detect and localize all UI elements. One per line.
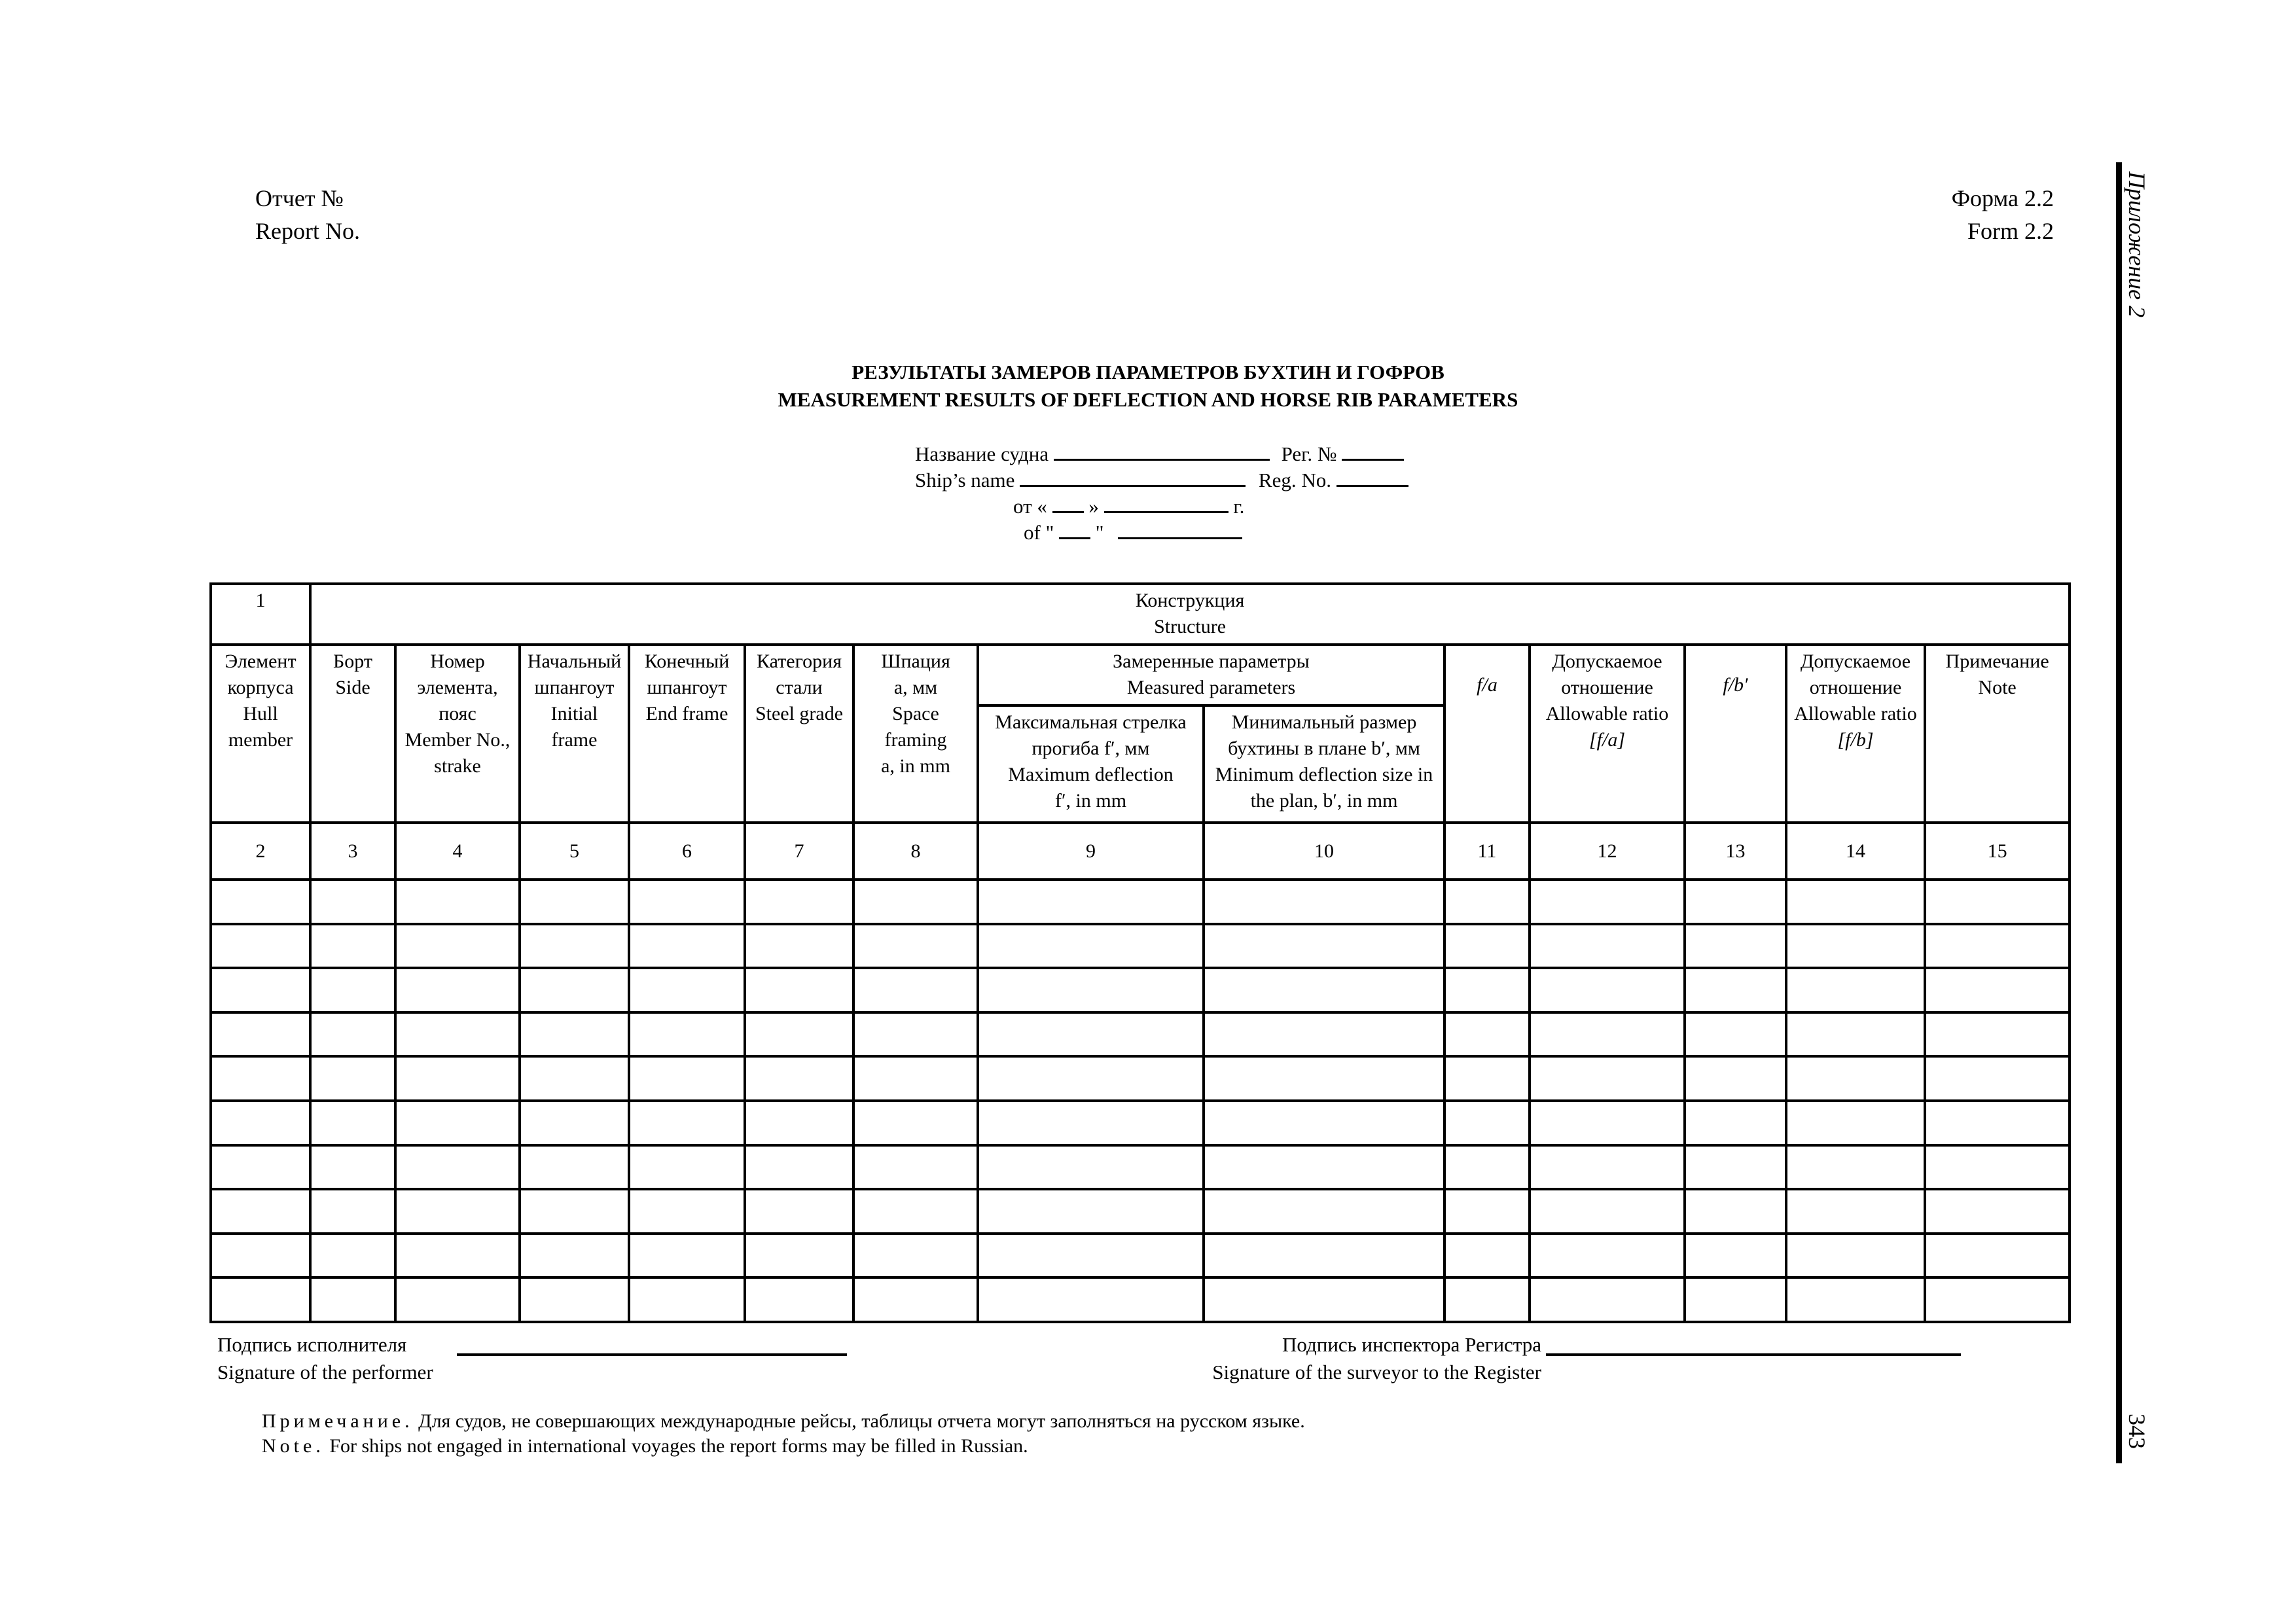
table-cell[interactable] [1204,1277,1444,1322]
column-number: 15 [1925,823,2070,880]
table-cell[interactable] [395,968,520,1012]
table-cell[interactable] [520,924,629,969]
table-cell[interactable] [211,1277,310,1322]
table-cell[interactable] [1925,1012,2070,1057]
form-number-en: Form 2.2 [1967,218,2054,244]
table-cell[interactable] [853,1056,978,1101]
measured-params-en: Measured parameters [1126,676,1296,698]
table-cell[interactable] [520,880,629,924]
table-cell[interactable] [395,1056,520,1101]
table-cell[interactable] [310,1189,395,1234]
table-cell[interactable] [629,1012,745,1057]
structure-row [211,584,2070,645]
appendix-side-bar [2116,162,2122,1463]
table-cell[interactable] [1685,1056,1786,1101]
structure-number: 1 [255,590,266,611]
date-row-en [1024,520,1242,546]
table-cell[interactable] [211,924,310,969]
col-allowable-fb-line: [f/b] [1837,728,1874,751]
table-cell[interactable] [1204,1145,1444,1190]
reg-number-field[interactable] [1342,442,1404,461]
table-cell[interactable] [1685,880,1786,924]
table-cell[interactable] [520,1145,629,1190]
col-side-line: Борт [333,650,372,672]
table-cell[interactable] [1204,1234,1444,1278]
date-row-ru [1013,493,1244,520]
table-row [211,1101,2070,1145]
table-cell[interactable] [520,1056,629,1101]
table-cell[interactable] [520,1189,629,1234]
date-mid-en: " [1095,521,1104,544]
col-allowable-fb-line: отношение [1809,676,1902,698]
column-number: 3 [310,823,395,880]
report-number-en: Report No. [255,218,360,244]
surveyor-signature-label-en: Signature of the surveyor to the Register [1212,1361,1541,1383]
col-hull-member-line: member [228,728,293,751]
ship-name-row-en [915,467,1408,493]
table-cell[interactable] [1530,1277,1685,1322]
table-cell[interactable] [745,1189,853,1234]
table-cell[interactable] [310,1012,395,1057]
table-cell[interactable] [520,968,629,1012]
table-cell[interactable] [395,924,520,969]
table-cell[interactable] [1204,968,1444,1012]
column-number: 9 [978,823,1204,880]
table-cell[interactable] [978,1012,1204,1057]
performer-signature-line[interactable] [457,1353,847,1356]
table-cell[interactable] [211,968,310,1012]
table-cell[interactable] [1786,1145,1925,1190]
table-cell[interactable] [629,880,745,924]
table-row [211,1277,2070,1322]
col-spacing-header [853,645,978,823]
col-steel-grade-header [745,645,853,823]
col-f-a-line: f/a [1477,673,1498,696]
report-number-label [255,182,360,247]
col-spacing-line: framing [884,728,947,751]
column-number: 5 [520,823,629,880]
table-cell[interactable] [310,924,395,969]
col-spacing-line: a, мм [893,676,938,698]
table-cell[interactable] [211,1189,310,1234]
table-cell[interactable] [1925,1145,2070,1190]
table-row [211,1145,2070,1190]
date-month-field-en[interactable] [1118,520,1242,539]
table-cell[interactable] [1925,968,2070,1012]
table-cell[interactable] [978,968,1204,1012]
col-initial-frame-header [520,645,629,823]
col-initial-frame-line: Начальный [527,650,622,672]
col-note-line: Note [1978,676,2017,698]
reg-number-field-en[interactable] [1336,468,1408,487]
col-initial-frame-line: frame [551,728,598,751]
col-allowable-fa-line: Допускаемое [1552,650,1662,672]
table-row [211,968,2070,1012]
surveyor-signature-block [1175,1331,1541,1386]
date-prefix-ru: от « [1013,495,1047,518]
col-max-deflection-line: f′, in mm [1054,789,1127,812]
page-number: 343 [2124,1414,2150,1449]
table-cell[interactable] [1444,1012,1530,1057]
table-cell[interactable] [310,1056,395,1101]
table-cell[interactable] [978,1234,1204,1278]
col-member-no-line: Member No., [404,728,511,751]
table-cell[interactable] [1925,1101,2070,1145]
date-month-field[interactable] [1104,494,1229,513]
column-number: 10 [1204,823,1444,880]
col-initial-frame-line: шпангоут [534,676,615,698]
table-cell[interactable] [211,1101,310,1145]
col-spacing-line: a, in mm [881,755,950,777]
date-suffix-ru: г. [1233,495,1245,518]
table-cell[interactable] [978,1101,1204,1145]
table-row [211,924,2070,969]
note-label-en: Note. [262,1435,325,1457]
table-row [211,1012,2070,1057]
table-cell[interactable] [978,1277,1204,1322]
table-row [211,880,2070,924]
col-spacing-line: Шпация [881,650,950,672]
table-cell[interactable] [1444,1234,1530,1278]
date-day-field-en[interactable] [1059,520,1090,539]
table-cell[interactable] [853,1145,978,1190]
table-cell[interactable] [1685,1101,1786,1145]
table-cell[interactable] [629,1234,745,1278]
table-cell[interactable] [1530,1234,1685,1278]
table-cell[interactable] [211,1012,310,1057]
table-cell[interactable] [1444,924,1530,969]
col-max-deflection-line: Максимальная стрелка [995,711,1187,733]
table-cell[interactable] [1444,1056,1530,1101]
structure-header-cell [310,584,2070,645]
table-cell[interactable] [1925,1056,2070,1101]
col-hull-member-header [211,645,310,823]
ship-name-field[interactable] [1054,442,1270,461]
column-number: 6 [629,823,745,880]
table-cell[interactable] [520,1101,629,1145]
table-cell[interactable] [978,880,1204,924]
measured-params-group-header [978,645,1444,705]
col-member-no-line: Номер [430,650,485,672]
col-f-b-header [1685,645,1786,823]
table-cell[interactable] [1204,1189,1444,1234]
table-cell[interactable] [1530,1012,1685,1057]
table-cell[interactable] [1530,924,1685,969]
table-row [211,1056,2070,1101]
table-cell[interactable] [1786,968,1925,1012]
column-number: 7 [745,823,853,880]
table-cell[interactable] [853,1101,978,1145]
table-cell[interactable] [1786,1056,1925,1101]
table-cell[interactable] [1786,1189,1925,1234]
table-cell[interactable] [310,880,395,924]
table-cell[interactable] [745,924,853,969]
table-cell[interactable] [520,1277,629,1322]
table-cell[interactable] [629,1145,745,1190]
table-cell[interactable] [395,1234,520,1278]
ship-name-row-ru [915,441,1404,467]
table-cell[interactable] [853,1234,978,1278]
date-mid-ru: » [1088,495,1099,518]
col-allowable-fa-line: [f/a] [1588,728,1626,751]
table-cell[interactable] [1925,1234,2070,1278]
table-cell[interactable] [1444,1145,1530,1190]
table-cell[interactable] [1786,1101,1925,1145]
table-cell[interactable] [1530,1101,1685,1145]
col-hull-member-line: Элемент [224,650,296,672]
table-cell[interactable] [1530,1189,1685,1234]
col-allowable-fa-header [1530,645,1685,823]
table-cell[interactable] [978,1056,1204,1101]
col-min-size-line: Минимальный размер [1231,711,1417,733]
table-cell[interactable] [1204,924,1444,969]
date-prefix-en: of " [1024,521,1054,544]
col-allowable-fb-line: Допускаемое [1800,650,1911,672]
table-cell[interactable] [978,1145,1204,1190]
col-max-deflection-line: Maximum deflection [1008,763,1174,785]
table-cell[interactable] [1685,968,1786,1012]
table-row [211,1189,2070,1234]
table-cell[interactable] [1786,1234,1925,1278]
col-end-frame-line: шпангоут [647,676,727,698]
col-min-size-line: the plan, b′, in mm [1250,789,1398,812]
col-max-deflection-line: прогиба f′, мм [1031,737,1150,759]
surveyor-signature-label-ru: Подпись инспектора Регистра [1282,1333,1541,1356]
column-number: 14 [1786,823,1925,880]
table-cell[interactable] [310,1277,395,1322]
col-steel-grade-line: Steel grade [755,702,844,724]
table-cell[interactable] [310,1101,395,1145]
table-cell[interactable] [853,924,978,969]
table-row [211,1234,2070,1278]
table-cell[interactable] [1925,1277,2070,1322]
table-cell[interactable] [629,1189,745,1234]
appendix-label: Приложение 2 [2124,171,2150,318]
col-min-size-line: бухтины в плане b′, мм [1228,737,1420,759]
table-cell[interactable] [1444,968,1530,1012]
col-f-b-line: f/b′ [1723,673,1748,696]
table-cell[interactable] [1530,968,1685,1012]
performer-signature-label-en: Signature of the performer [217,1361,433,1383]
table-cell[interactable] [745,968,853,1012]
table-cell[interactable] [395,1145,520,1190]
col-allowable-fa-line: Allowable ratio [1545,702,1669,724]
note-ru [262,1409,1305,1434]
col-member-no-header [395,645,520,823]
col-hull-member-line: Hull [243,702,278,724]
performer-signature-block [217,1331,433,1386]
table-cell[interactable] [1786,924,1925,969]
table-cell[interactable] [853,1189,978,1234]
column-number: 8 [853,823,978,880]
ship-name-field-en[interactable] [1020,468,1246,487]
measurement-table [209,582,2071,1323]
col-end-frame-line: End frame [645,702,728,724]
table-cell[interactable] [1444,880,1530,924]
table-cell[interactable] [395,1012,520,1057]
table-cell[interactable] [629,968,745,1012]
table-cell[interactable] [1204,1012,1444,1057]
col-member-no-line: элемента, [417,676,498,698]
table-cell[interactable] [853,1012,978,1057]
table-cell[interactable] [310,968,395,1012]
table-cell[interactable] [310,1234,395,1278]
table-cell[interactable] [1204,1101,1444,1145]
structure-label-ru: Конструкция [1135,590,1245,611]
note-text-ru: Для судов, не совершающих международные рейсы, таблицы отчета могут заполняться на русском языке. [418,1410,1305,1432]
structure-label-en: Structure [1154,616,1227,637]
col-member-no-line: strake [434,755,481,777]
reg-number-label-en: Reg. No. [1258,469,1331,491]
performer-signature-label-ru: Подпись исполнителя [217,1333,407,1356]
col-note-line: Примечание [1945,650,2049,672]
column-number: 4 [395,823,520,880]
table-cell[interactable] [629,1277,745,1322]
page-title-en: MEASUREMENT RESULTS OF DEFLECTION AND HORSE RIB PARAMETERS [778,388,1518,411]
col-steel-grade-line: Категория [757,650,842,672]
table-cell[interactable] [1444,1189,1530,1234]
table-cell[interactable] [395,1189,520,1234]
note-label-ru: Примечание. [262,1410,414,1432]
table-cell[interactable] [978,1189,1204,1234]
col-end-frame-line: Конечный [644,650,730,672]
page-title-ru: РЕЗУЛЬТАТЫ ЗАМЕРОВ ПАРАМЕТРОВ БУХТИН И ГОФРОВ [852,361,1444,383]
table-cell[interactable] [211,880,310,924]
col-allowable-fb-line: Allowable ratio [1794,702,1917,724]
form-number-label [1952,182,2054,247]
table-cell[interactable] [745,1101,853,1145]
table-cell[interactable] [629,1056,745,1101]
table-cell[interactable] [1925,924,2070,969]
table-cell[interactable] [211,1145,310,1190]
col-steel-grade-line: стали [776,676,823,698]
table-cell[interactable] [1925,1189,2070,1234]
col-note-header [1925,645,2070,823]
table-cell[interactable] [395,880,520,924]
reg-number-label-ru: Рег. № [1281,442,1337,465]
table-cell[interactable] [395,1101,520,1145]
table-cell[interactable] [1685,1277,1786,1322]
table-cell[interactable] [745,1145,853,1190]
col-allowable-fa-line: отношение [1561,676,1653,698]
table-cell[interactable] [520,1234,629,1278]
column-header-row-1 [211,645,2070,705]
table-cell[interactable] [978,924,1204,969]
column-number: 12 [1530,823,1685,880]
table-cell[interactable] [1530,1145,1685,1190]
col-max-deflection-header [978,705,1204,823]
table-cell[interactable] [745,880,853,924]
table-cell[interactable] [1685,924,1786,969]
col-side-header [310,645,395,823]
structure-number-cell [211,584,310,645]
table-cell[interactable] [1530,880,1685,924]
table-cell[interactable] [1925,880,2070,924]
table-cell[interactable] [520,1012,629,1057]
column-number: 13 [1685,823,1786,880]
form-number-ru: Форма 2.2 [1951,185,2054,211]
ship-name-label-ru: Название судна [915,442,1049,465]
table-cell[interactable] [1786,880,1925,924]
table-cell[interactable] [1444,1277,1530,1322]
table-cell[interactable] [1444,1101,1530,1145]
data-rows [211,880,2070,1322]
table-cell[interactable] [1685,1234,1786,1278]
table-cell[interactable] [1786,1012,1925,1057]
col-end-frame-header [629,645,745,823]
date-day-field[interactable] [1052,494,1084,513]
surveyor-signature-line[interactable] [1546,1353,1961,1356]
table-cell[interactable] [310,1145,395,1190]
table-cell[interactable] [1685,1012,1786,1057]
table-cell[interactable] [853,1277,978,1322]
col-member-no-line: пояс [439,702,476,724]
column-number: 11 [1444,823,1530,880]
table-cell[interactable] [745,1277,853,1322]
table-cell[interactable] [745,1234,853,1278]
table-cell[interactable] [1530,1056,1685,1101]
table-cell[interactable] [1685,1145,1786,1190]
table-cell[interactable] [629,1101,745,1145]
table-cell[interactable] [395,1277,520,1322]
table-cell[interactable] [211,1234,310,1278]
table-cell[interactable] [629,924,745,969]
col-f-a-header [1444,645,1530,823]
column-numbers-row [211,823,2070,880]
table-cell[interactable] [853,968,978,1012]
col-min-size-line: Minimum deflection size in [1215,763,1433,785]
table-cell[interactable] [1204,880,1444,924]
table-cell[interactable] [1685,1189,1786,1234]
column-number: 2 [211,823,310,880]
table-cell[interactable] [853,880,978,924]
table-cell[interactable] [1204,1056,1444,1101]
report-number-ru: Отчет № [255,185,344,211]
col-hull-member-line: корпуса [227,676,294,698]
table-cell[interactable] [211,1056,310,1101]
col-initial-frame-line: Initial [550,702,598,724]
table-cell[interactable] [1786,1277,1925,1322]
table-cell[interactable] [745,1012,853,1057]
note-text-en: For ships not engaged in international voyages the report forms may be filled in Russian. [329,1435,1028,1457]
note-en [262,1434,1028,1459]
ship-name-label-en: Ship’s name [915,469,1015,491]
col-side-line: Side [335,676,370,698]
table-cell[interactable] [745,1056,853,1101]
col-allowable-fb-header [1786,645,1925,823]
measured-params-ru: Замеренные параметры [1113,650,1310,672]
col-min-size-header [1204,705,1444,823]
col-spacing-line: Space [892,702,939,724]
